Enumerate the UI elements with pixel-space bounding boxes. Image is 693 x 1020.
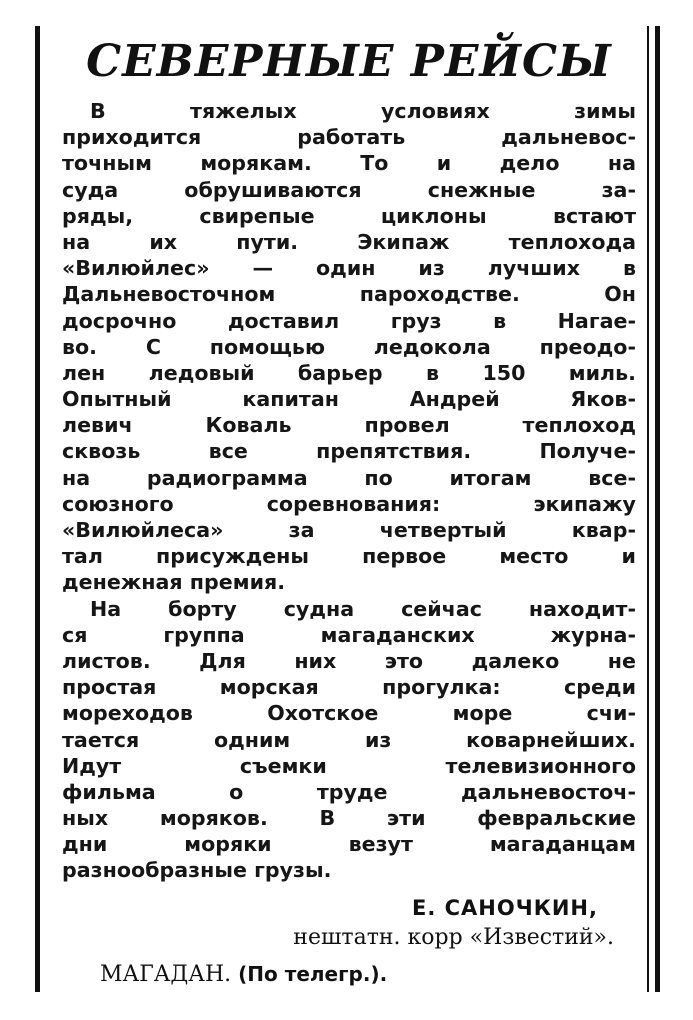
article-body — [62, 98, 636, 884]
dateline-note: (По телегр.). — [238, 961, 388, 986]
text-line: лен ледовый барьер в 150 миль. — [62, 360, 636, 385]
text-line: ных моряков. В эти февральские — [62, 806, 636, 831]
text-line: «Вилюйлеса» за четвертый квар- — [62, 518, 636, 542]
text-line: приходится работать дальневос- — [62, 125, 636, 150]
dateline-place: МАГАДАН. — [100, 961, 232, 987]
news-article — [62, 30, 636, 991]
text-line: мореходов Охотское море счи- — [62, 701, 636, 726]
text-line: ся группа магаданских журна- — [62, 622, 636, 647]
text-line: На борту судна сейчас находит- — [90, 596, 636, 621]
text-line: листов. Для них это далеко не — [62, 648, 636, 673]
author-signature: Е. САНОЧКИН, — [412, 895, 598, 920]
text-line: Дальневосточном пароходстве. Он — [62, 282, 636, 307]
text-line: во. С помощью ледокола преодо- — [62, 334, 636, 359]
text-line: тал присуждены первое место и — [62, 544, 636, 569]
text-line: дни моряки везут магаданцам — [62, 832, 636, 857]
paragraph-2 — [62, 596, 636, 884]
text-line: на радиограмма по итогам все- — [62, 465, 636, 490]
text-line: тается одним из коварнейших. — [62, 727, 636, 752]
column-rule-right-thick — [655, 26, 660, 992]
text-line: левич Коваль провел теплоход — [62, 413, 636, 438]
paragraph-1 — [62, 98, 636, 596]
text-line: В тяжелых условиях зимы — [90, 99, 636, 123]
text-line: точным морякам. То и дело на — [62, 151, 636, 176]
author-position: нештатн. корр «Известий». — [293, 924, 614, 950]
text-line: досрочно доставил груз в Нагае- — [62, 308, 636, 333]
text-line: ряды, свирепые циклоны встают — [62, 203, 636, 228]
text-line: суда обрушиваются снежные за- — [62, 177, 636, 202]
text-line: простая морская прогулка: среди — [62, 675, 636, 700]
text-line: на их пути. Экипаж теплохода — [62, 229, 636, 254]
text-line: фильма о труде дальневосточ- — [62, 779, 636, 804]
column-rule-left — [35, 26, 40, 992]
text-line: союзного соревнования: экипажу — [62, 491, 636, 516]
text-line: денежная премия. — [62, 570, 286, 595]
dateline — [62, 958, 636, 991]
text-line: Идут съемки телевизионного — [62, 753, 636, 778]
text-line: сквозь все препятствия. Получе- — [62, 439, 636, 464]
column-rule-right-thin — [647, 26, 649, 992]
text-line: Опытный капитан Андрей Яков- — [62, 387, 636, 412]
text-line: «Вилюйлес» — один из лучших в — [62, 256, 636, 281]
article-headline: СЕВЕРНЫЕ РЕЙСЫ — [86, 36, 612, 87]
text-line: разнообразные грузы. — [62, 858, 332, 883]
